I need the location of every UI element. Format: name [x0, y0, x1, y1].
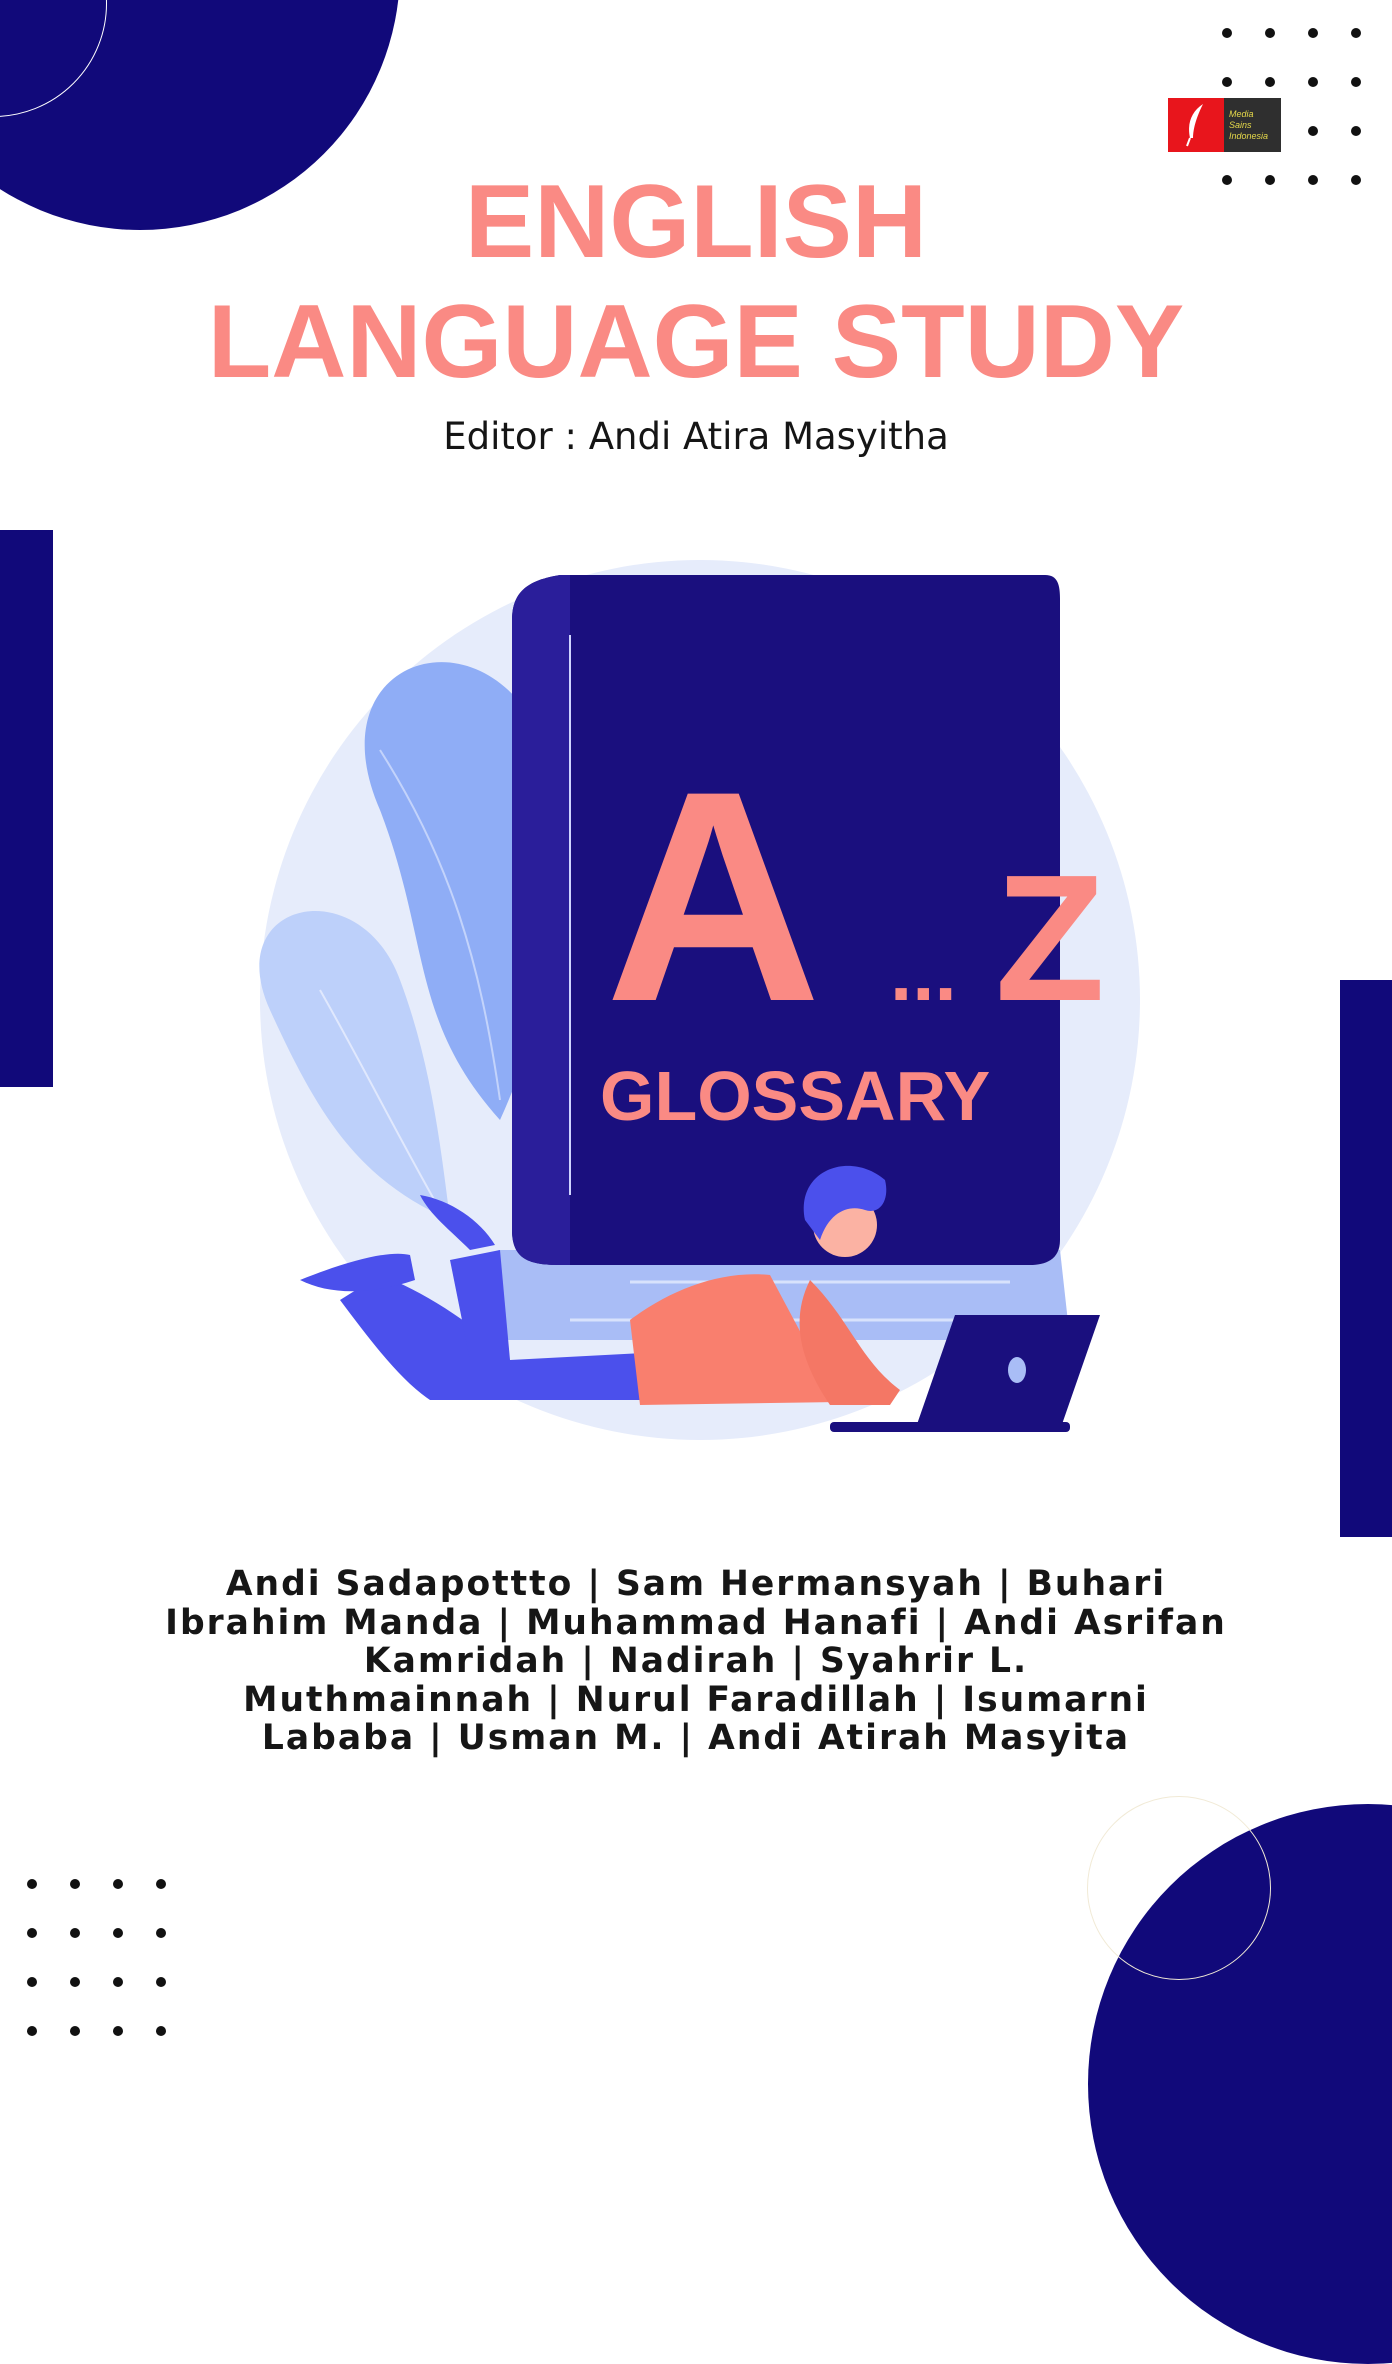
side-bar-right: [1340, 980, 1392, 1537]
author-line-2: Ibrahim Manda | Muhammad Hanafi | Andi Asrifan: [165, 1602, 1227, 1643]
book-title-line-2: LANGUAGE STUDY: [207, 284, 1185, 400]
side-bar-left: [0, 530, 53, 1087]
publisher-logo: [1168, 98, 1281, 152]
author-line-5: Lababa | Usman M. | Andi Atirah Masyita: [261, 1718, 1131, 1758]
publisher-line-3: Indonesia: [1229, 130, 1269, 141]
publisher-line-2: Sains: [1229, 119, 1252, 130]
publisher-name: [1224, 98, 1281, 152]
dot-grid-bottom-left: [27, 1879, 166, 2036]
book-title-line-1: ENGLISH: [464, 164, 928, 280]
author-list: [100, 1565, 1292, 1758]
author-line-4: Muthmainnah | Nurul Faradillah | Isumarni: [243, 1679, 1149, 1720]
cover-big-letter: A: [605, 728, 822, 1064]
glossary-illustration: [250, 560, 1170, 1450]
cover-word: GLOSSARY: [600, 1057, 991, 1135]
quill-feather-icon: [1168, 98, 1224, 152]
author-line-3: Kamridah | Nadirah | Syahrir L.: [363, 1641, 1029, 1681]
publisher-line-1: Media: [1229, 108, 1254, 119]
editor-credit: Editor : Andi Atira Masyitha: [443, 415, 949, 458]
author-line-1: Andi Sadapottto | Sam Hermansyah | Buhari: [225, 1564, 1167, 1604]
cover-ellipsis: ...: [890, 928, 957, 1017]
laptop-base: [830, 1422, 1070, 1432]
cover-end-letter: Z: [995, 838, 1105, 1039]
corner-ring-bottom-right: [1087, 1796, 1271, 1980]
book-spine: [512, 575, 570, 1265]
